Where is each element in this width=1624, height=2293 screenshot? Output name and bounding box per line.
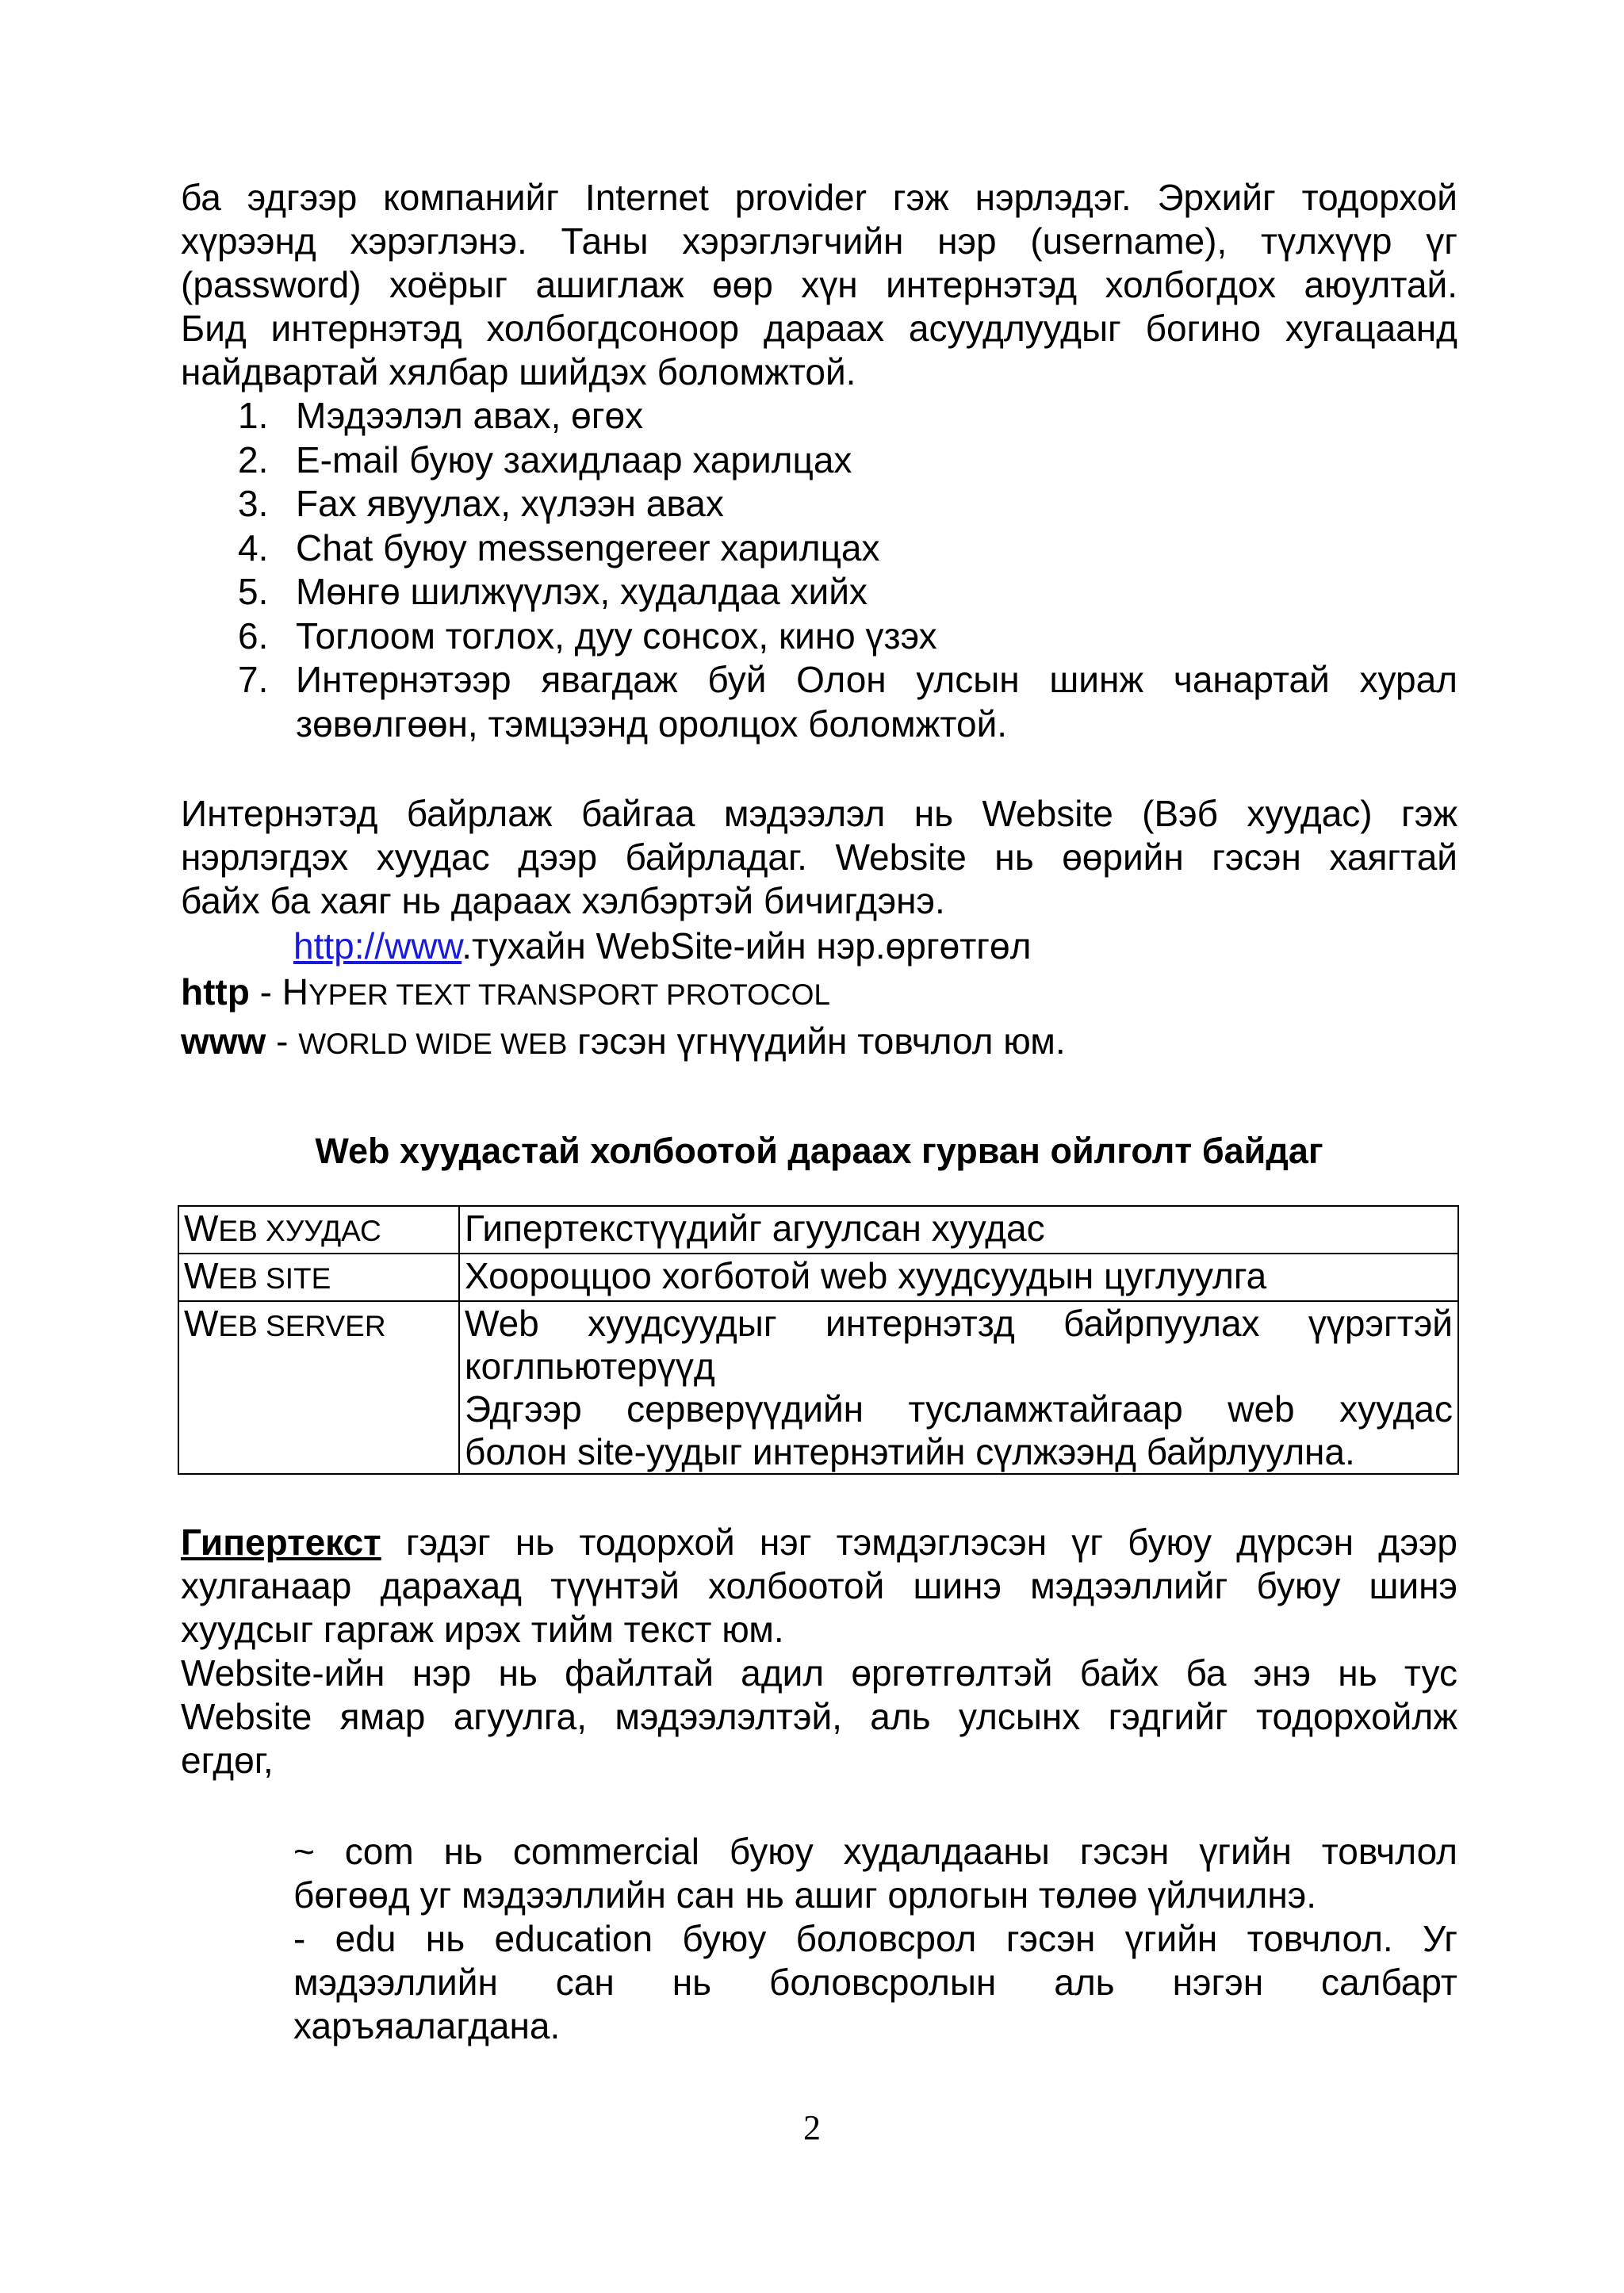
list-item: 3. Fax явуулах, хүлээн авах xyxy=(238,483,724,524)
internet-uses-list xyxy=(181,394,1457,746)
table-row xyxy=(178,1301,1458,1474)
hypertext-keyword: Гипертекст xyxy=(181,1522,381,1563)
intro-line: Бид интернэтэд холбогдсоноор дараах асуудлуудыг богино хугацаанд xyxy=(181,308,1457,349)
definition-cell: Гипертекстүүдийг агуулсан хуудас xyxy=(459,1206,1458,1254)
intro-line: найдвартай хялбар шийдэх боломжтой. xyxy=(181,351,856,392)
list-item: 1. Мэдээлэл авах, өгөх xyxy=(238,395,644,436)
http-abbreviation: http - HYPER TEXT TRANSPORT PROTOCOL xyxy=(181,971,830,1013)
term-cell: WEB SERVER xyxy=(178,1301,459,1474)
document-page xyxy=(181,176,1457,2048)
domain-extension-notes xyxy=(181,1830,1457,2048)
website-line: нэрлэгдэх хуудас дээр байрладаг. Website нь өөрийн гэсэн хаягтай xyxy=(181,836,1457,878)
www-abbreviation: www - WORLD WIDE WEB гэсэн үгнүүдийн товчлол юм. xyxy=(181,1020,1066,1062)
note-line: харъяалагдана. xyxy=(293,2005,561,2046)
note-line: бөгөөд уг мэдээллийн сан нь ашиг орлогын төлөө үйлчилнэ. xyxy=(293,1874,1317,1916)
page-number: 2 xyxy=(803,2108,821,2147)
website-line: байх ба хаяг нь дараах хэлбэртэй бичигдэнэ. xyxy=(181,880,945,921)
list-item: 7. Интернэтээр явагдаж буй Олон улсын шинж чанартай хурал зөвөлгөөн, тэмцээнд оролцох боломжтой. xyxy=(238,659,1457,745)
intro-line: хүрээнд хэрэглэнэ. Таны хэрэглэгчийн нэр (username), түлхүүр үг xyxy=(181,220,1457,262)
definition-cell: Хоороццоо хогботой web хуудсуудын цуглуулга xyxy=(459,1254,1458,1301)
intro-paragraph xyxy=(181,176,1457,394)
note-line: ~ com нь commercial буюу худалдааны гэсэн үгийн товчлол xyxy=(293,1831,1457,1872)
table-row xyxy=(178,1254,1458,1301)
section-heading: Web хуудастай холбоотой дараах гурван ойлголт байдаг xyxy=(315,1131,1323,1171)
url-format: http://www.тухайн WebSite-ийн нэр.өргөтгөл xyxy=(293,925,1032,967)
intro-line: ба эдгээр компанийг Internet provider гэж нэрлэдэг. Эрхийг тодорхой xyxy=(181,177,1457,218)
web-terms-table xyxy=(178,1205,1459,1475)
website-paragraph xyxy=(181,792,1457,923)
list-item: 5. Мөнгө шилжүүлэх, худалдаа хийх xyxy=(238,571,868,612)
list-item: 4. Chat буюу messengereer харилцах xyxy=(238,526,880,568)
definition-cell: Web хуудсуудыг интернэтзд байрпуулах үүрэгтэй коглпьютерүүд Эдгээр серверүүдийн тусламжтайгаар web хуудас болон site-уудыг интернэтийн сүлжээнд байрлуулна. xyxy=(459,1301,1458,1474)
list-item: 6. Тоглоом тоглох, дуу сонсох, кино үзэх xyxy=(238,614,937,657)
table-row xyxy=(178,1206,1458,1254)
list-item: 2. E-mail буюу захидлаар харилцах xyxy=(238,438,852,480)
website-name-paragraph: Website-ийн нэр нь файлтай адил өргөтгөлтэй байх ба энэ нь тус Website ямар агуулга, мэдээлэлтэй, аль улсынх гэдгийг тодорхойлж егдөг, xyxy=(181,1652,1457,1781)
note-line: - edu нь education буюу боловсрол гэсэн үгийн товчлол. Уг xyxy=(293,1918,1457,1959)
intro-line: (password) хоёрыг ашиглаж өөр хүн интернэтэд холбогдох аюултай. xyxy=(181,264,1457,305)
url-link[interactable]: http://www xyxy=(293,925,462,967)
note-line: мэдээллийн сан нь боловсролын аль нэгэн салбарт xyxy=(293,1962,1457,2003)
term-cell: WEB ХУУДАС xyxy=(178,1206,459,1254)
hypertext-paragraph: Гипертекст гэдэг нь тодорхой нэг тэмдэглэсэн үг буюу дүрсэн дээр хулганаар дарахад түүнтэй холбоотой шинэ мэдээллийг буюу шинэ хуудсыг гаргаж ирэх тийм текст юм. xyxy=(181,1522,1457,1650)
website-line: Интернэтэд байрлаж байгаа мэдээлэл нь Website (Вэб хуудас) гэж xyxy=(181,793,1457,834)
term-cell: WEB SITE xyxy=(178,1254,459,1301)
